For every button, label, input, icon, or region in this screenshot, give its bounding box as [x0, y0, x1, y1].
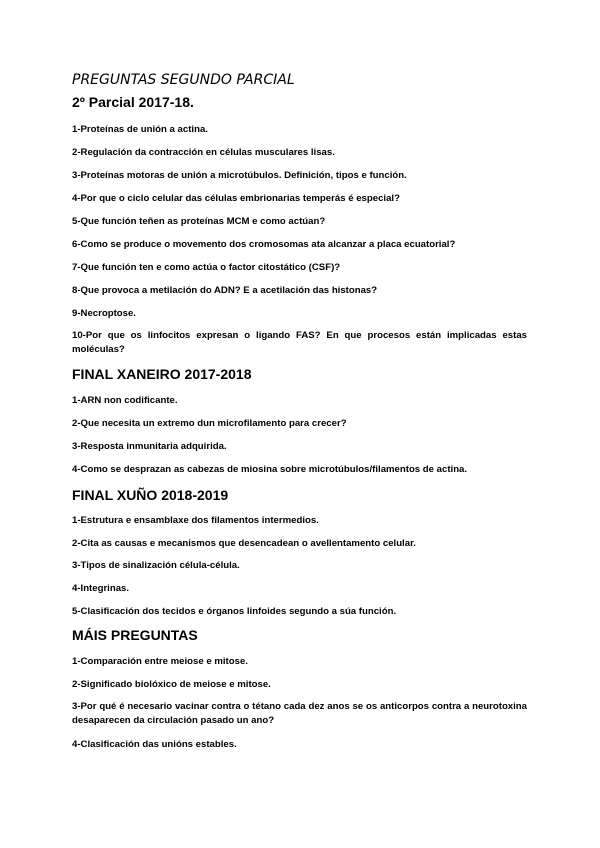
question-item: 2-Regulación da contracción en células musculares lisas. — [72, 147, 335, 158]
question-item: 4-Por que o ciclo celular das células embrionarias temperás é especial? — [72, 193, 400, 204]
question-item: 7-Que función ten e como actúa o factor citostático (CSF)? — [72, 262, 341, 273]
section-heading-parcial: 2º Parcial 2017-18. — [72, 94, 194, 110]
question-item: 1-Proteínas de unión a actina. — [72, 124, 208, 135]
document-title: PREGUNTAS SEGUNDO PARCIAL — [72, 72, 295, 88]
question-item: 3-Proteínas motoras de unión a microtúbulos. Definición, tipos e función. — [72, 170, 407, 181]
question-item: 3-Por qué é necesario vacinar contra o tétano cada dez anos se os anticorpos contra a neurotoxina desaparecen da circulación pasado un ano? — [72, 701, 527, 726]
question-item: 1-Estrutura e ensamblaxe dos filamentos intermedios. — [72, 515, 319, 526]
question-item: 2-Significado biolóxico de meiose e mitose. — [72, 679, 271, 690]
question-item: 4-Clasificación das unións estables. — [72, 739, 237, 750]
question-item: 4-Como se desprazan as cabezas de miosina sobre microtúbulos/filamentos de actina. — [72, 464, 468, 475]
question-item: 1-Comparación entre meiose e mitose. — [72, 656, 248, 667]
section-heading-mais-preguntas: MÁIS PREGUNTAS — [72, 627, 198, 643]
question-item: 9-Necroptose. — [72, 308, 136, 319]
question-item: 2-Cita as causas e mecanismos que desencadean o avellentamento celular. — [72, 538, 416, 549]
section-heading-final-xaneiro: FINAL XANEIRO 2017-2018 — [72, 366, 252, 382]
question-item: 5-Que función teñen as proteínas MCM e como actúan? — [72, 216, 326, 227]
question-item: 6-Como se produce o movemento dos cromosomas ata alcanzar a placa ecuatorial? — [72, 239, 456, 250]
question-item: 3-Tipos de sinalización célula-célula. — [72, 560, 240, 571]
question-item: 5-Clasificación dos tecidos e órganos linfoides segundo a súa función. — [72, 606, 397, 617]
question-item: 4-Integrinas. — [72, 583, 130, 594]
question-item: 3-Resposta inmunitaria adquirida. — [72, 441, 227, 452]
question-item: 2-Que necesita un extremo dun microfilamento para crecer? — [72, 418, 347, 429]
question-item: 10-Por que os linfocitos expresan o ligando FAS? En que procesos están implicadas estas moléculas? — [72, 330, 527, 355]
question-item: 8-Que provoca a metilación do ADN? E a acetilación das histonas? — [72, 285, 378, 296]
section-heading-final-xuno: FINAL XUÑO 2018-2019 — [72, 487, 229, 503]
question-item: 1-ARN non codificante. — [72, 395, 178, 406]
